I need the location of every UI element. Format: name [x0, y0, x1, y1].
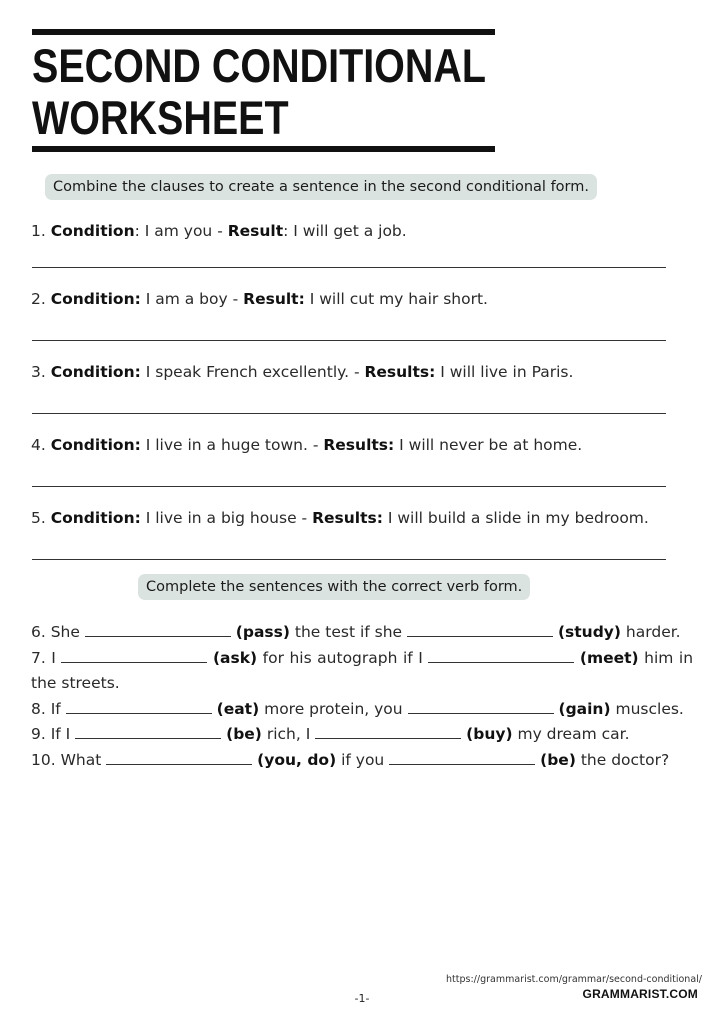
title-top-rule	[32, 29, 495, 35]
fill-item-10: 10. What (you, do) if you (be) the doctor?	[31, 750, 670, 769]
answer-line-1[interactable]	[32, 267, 666, 268]
answer-line-2[interactable]	[32, 340, 666, 341]
source-url[interactable]: https://grammarist.com/grammar/second-conditional/	[446, 974, 702, 985]
section-2-instruction: Complete the sentences with the correct verb form.	[138, 574, 530, 600]
blank[interactable]	[315, 724, 461, 739]
blank[interactable]	[85, 622, 231, 637]
fill-item-9: 9. If I (be) rich, I (buy) my dream car.	[31, 725, 630, 743]
blank[interactable]	[407, 622, 553, 637]
section-1-instruction: Combine the clauses to create a sentence in the second conditional form.	[45, 174, 597, 200]
fill-item-7: 7. I (ask) for his autograph if I (meet) him in the streets.	[31, 648, 694, 692]
answer-line-3[interactable]	[32, 413, 666, 414]
page-number: -1-	[354, 992, 370, 1005]
answer-line-4[interactable]	[32, 486, 666, 487]
blank[interactable]	[66, 699, 212, 714]
brand-logo-text: GRAMMARIST.COM	[582, 987, 698, 1001]
fill-item-8: 8. If (eat) more protein, you (gain) muscles.	[31, 699, 684, 718]
blank[interactable]	[75, 724, 221, 739]
blank[interactable]	[408, 699, 554, 714]
exercise-item-1: 1. Condition: I am you - Result: I will get a job.	[31, 222, 407, 240]
exercise-item-2: 2. Condition: I am a boy - Result: I will cut my hair short.	[31, 290, 488, 308]
title-bottom-rule	[32, 146, 495, 152]
blank[interactable]	[428, 648, 574, 663]
blank[interactable]	[389, 750, 535, 765]
page-title	[32, 40, 486, 144]
blank[interactable]	[61, 648, 207, 663]
title-line-1: SECOND CONDITIONAL	[32, 39, 487, 92]
title-line-2: WORKSHEET	[32, 91, 289, 144]
answer-line-5[interactable]	[32, 559, 666, 560]
exercise-item-3: 3. Condition: I speak French excellently. - Results: I will live in Paris.	[31, 363, 574, 381]
blank[interactable]	[106, 750, 252, 765]
exercise-item-4: 4. Condition: I live in a huge town. - Results: I will never be at home.	[31, 436, 583, 454]
exercise-item-5: 5. Condition: I live in a big house - Results: I will build a slide in my bedroom.	[31, 509, 649, 527]
fill-item-6: 6. She (pass) the test if she (study) harder.	[31, 623, 681, 641]
fill-in-list	[31, 620, 693, 773]
